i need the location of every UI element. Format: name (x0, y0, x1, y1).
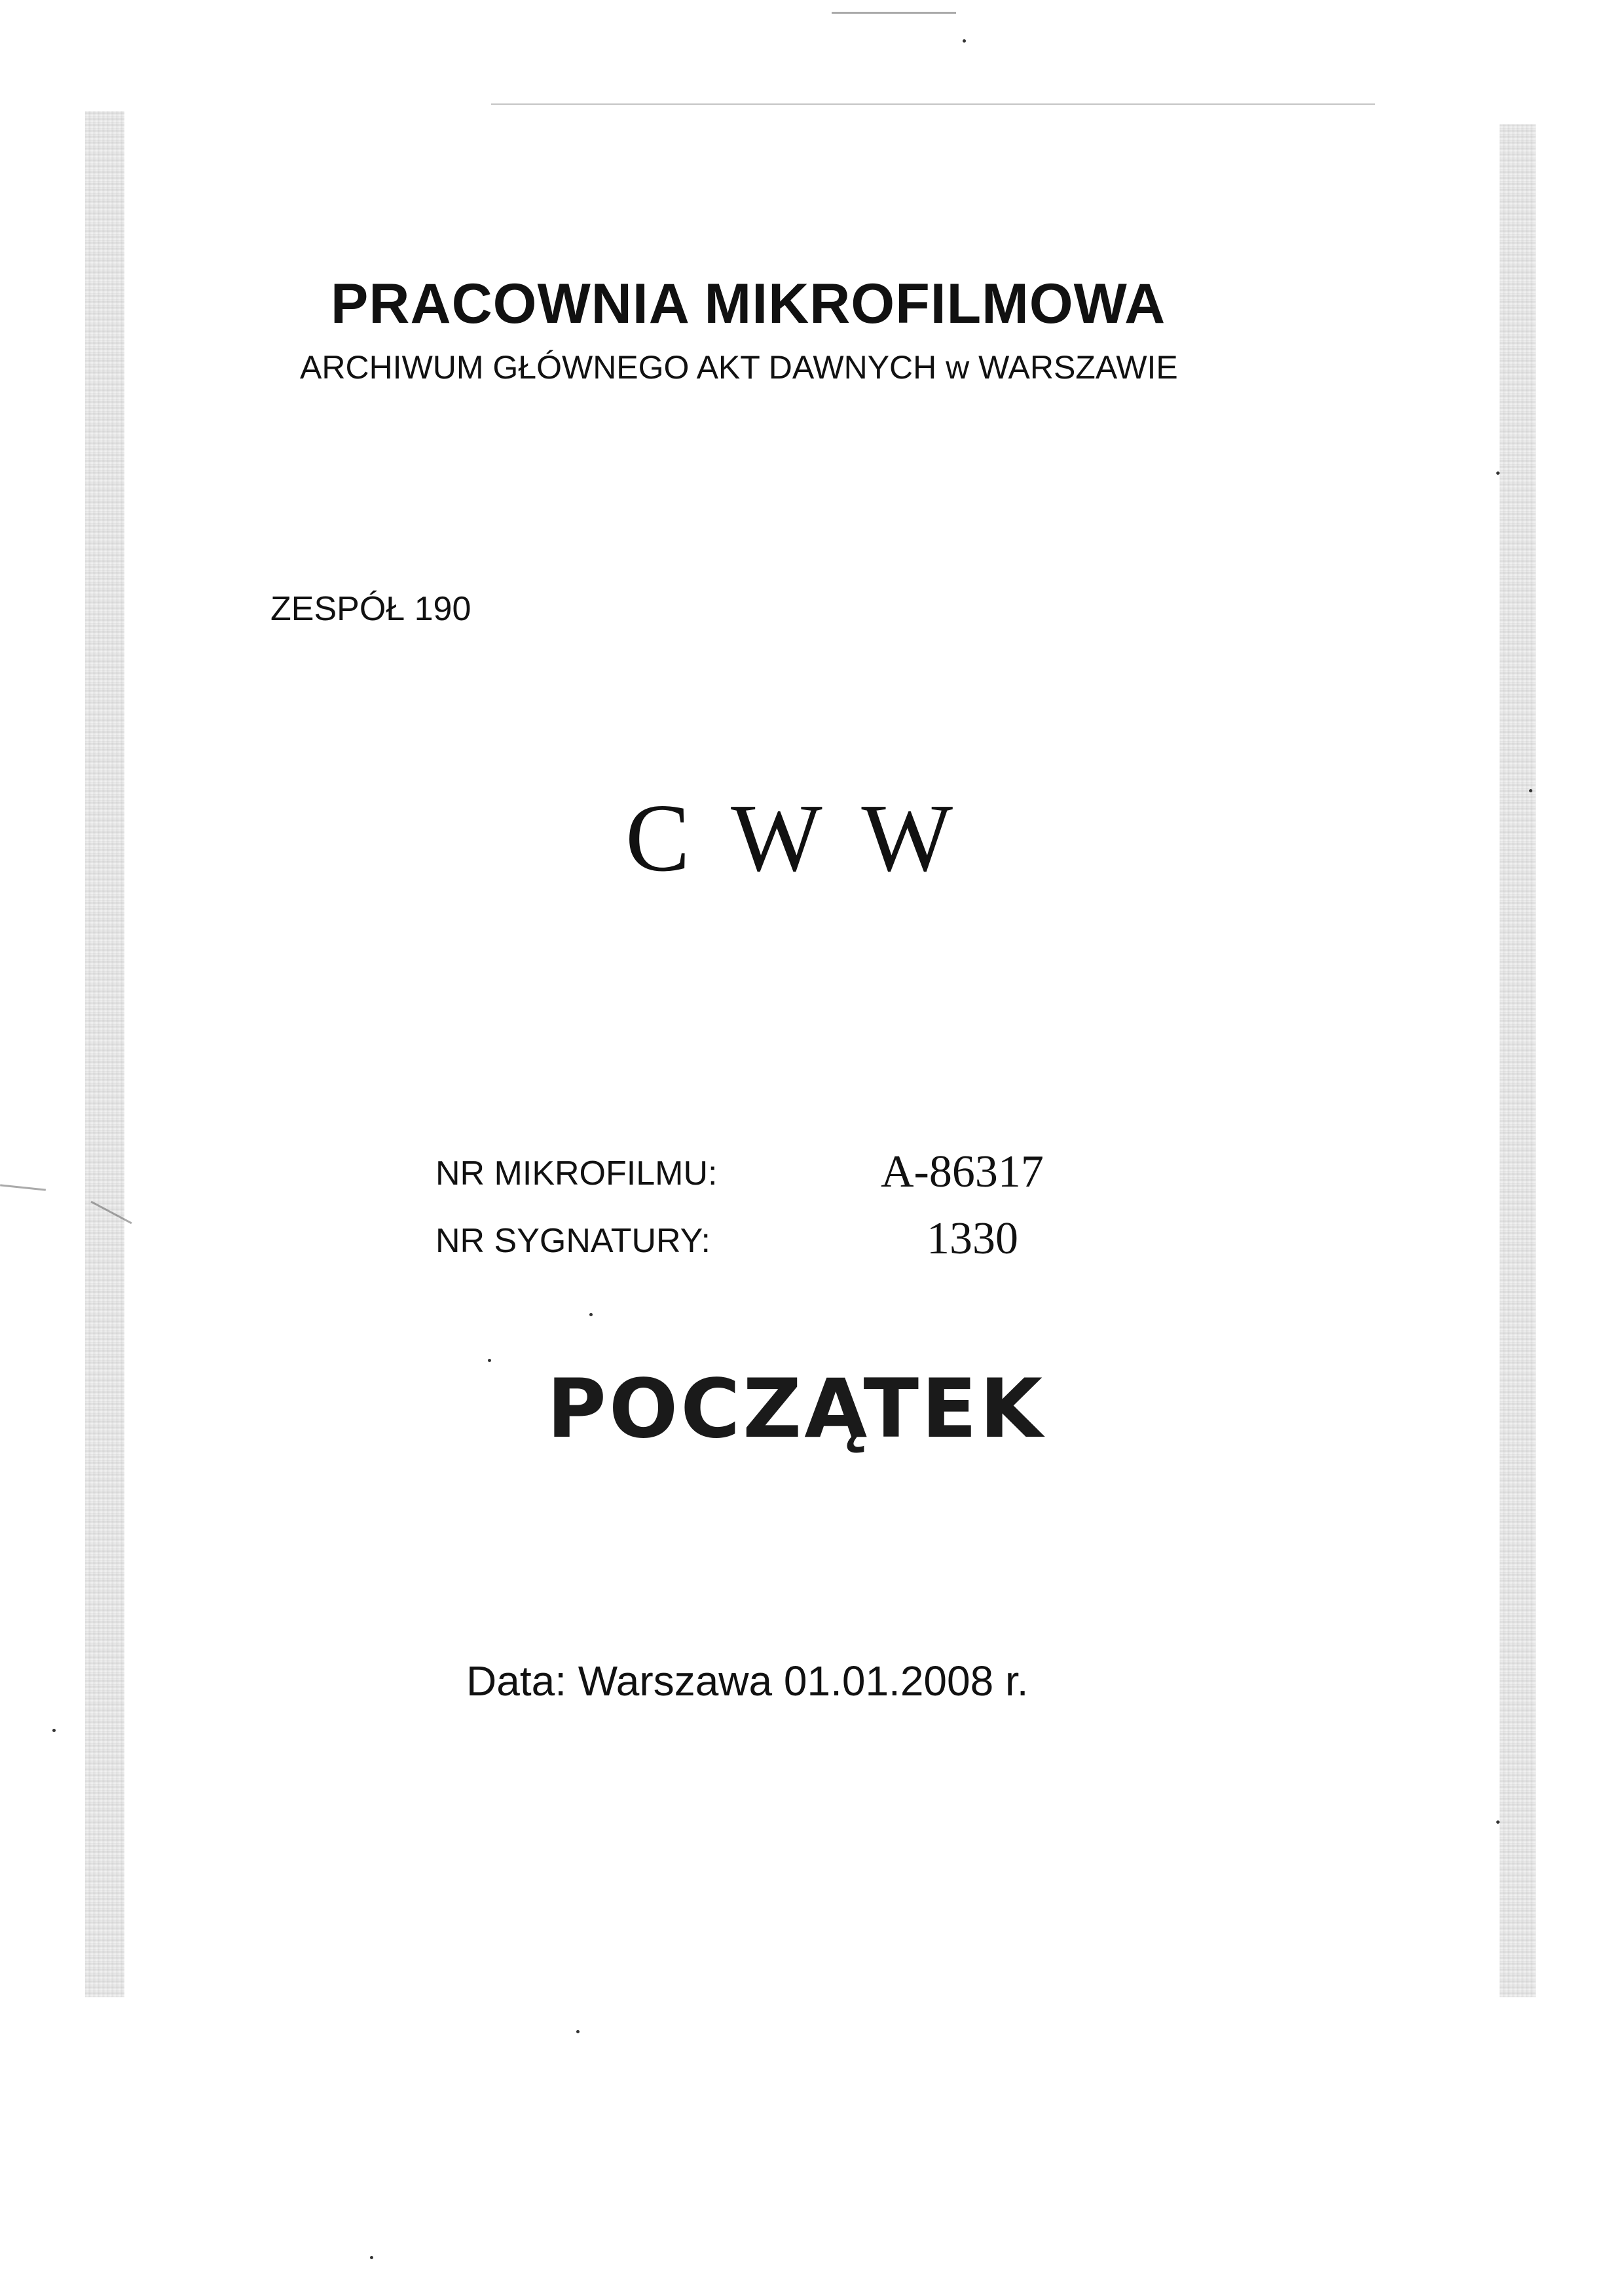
microfilm-number-label: NR MIKROFILMU: (435, 1154, 718, 1192)
zespol-label: ZESPÓŁ 190 (270, 590, 471, 628)
scan-shadow-right (1500, 124, 1536, 1997)
microfilm-number-value: A-86317 (881, 1147, 1044, 1197)
scan-artifact-line (832, 12, 956, 14)
scan-speck (1529, 789, 1532, 792)
page-title: PRACOWNIA MIKROFILMOWA (331, 272, 1166, 335)
scan-speck (488, 1359, 491, 1362)
scan-speck (576, 2030, 580, 2033)
scan-shadow-left (85, 111, 124, 1997)
scan-speck (963, 39, 966, 43)
collection-code: C W W (625, 785, 963, 892)
signature-number-value: 1330 (927, 1213, 1018, 1264)
scan-artifact-line (0, 1184, 46, 1191)
scan-artifact-line (491, 103, 1375, 105)
date-line: Data: Warszawa 01.01.2008 r. (466, 1657, 1029, 1705)
scan-speck (370, 2256, 373, 2259)
signature-number-label: NR SYGNATURY: (435, 1222, 710, 1260)
scan-speck (1496, 1820, 1500, 1824)
page-subtitle: ARCHIWUM GŁÓWNEGO AKT DAWNYCH w WARSZAWIE (300, 349, 1178, 386)
scan-speck (52, 1729, 56, 1732)
scan-speck (1496, 471, 1500, 475)
scan-speck (589, 1313, 593, 1316)
status-heading: POCZĄTEK (547, 1362, 1045, 1456)
